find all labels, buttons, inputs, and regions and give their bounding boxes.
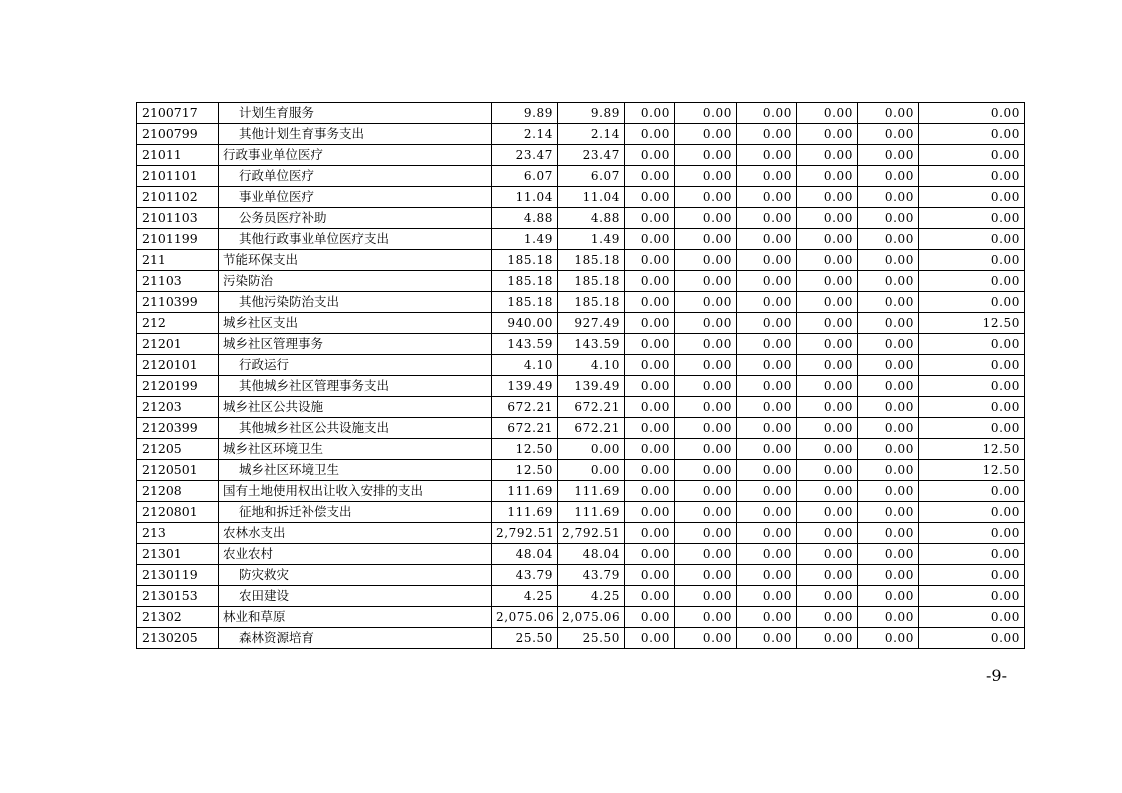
- amount-cell: 0.00: [675, 460, 737, 481]
- subject-code-cell: 2120199: [137, 376, 219, 397]
- amount-cell: 0.00: [675, 481, 737, 502]
- amount-cell: 4.25: [558, 586, 625, 607]
- table-row: [137, 166, 1025, 187]
- amount-cell: 0.00: [797, 208, 858, 229]
- amount-cell: 11.04: [558, 187, 625, 208]
- subject-name-cell: 其他城乡社区管理事务支出: [219, 376, 492, 397]
- subject-code-cell: 2101103: [137, 208, 219, 229]
- amount-cell: 0.00: [797, 418, 858, 439]
- amount-cell: 0.00: [625, 166, 675, 187]
- amount-cell: 0.00: [625, 481, 675, 502]
- amount-cell: 0.00: [858, 355, 919, 376]
- amount-cell: 0.00: [919, 166, 1025, 187]
- amount-cell: 0.00: [737, 229, 797, 250]
- amount-cell: 4.88: [492, 208, 558, 229]
- amount-cell: 0.00: [737, 565, 797, 586]
- subject-code-cell: 2130205: [137, 628, 219, 649]
- table-row: [137, 376, 1025, 397]
- amount-cell: 0.00: [737, 544, 797, 565]
- subject-name-cell: 其他行政事业单位医疗支出: [219, 229, 492, 250]
- amount-cell: 0.00: [625, 523, 675, 544]
- amount-cell: 4.10: [558, 355, 625, 376]
- amount-cell: 0.00: [858, 208, 919, 229]
- subject-code-cell: 2120801: [137, 502, 219, 523]
- amount-cell: 0.00: [625, 418, 675, 439]
- amount-cell: 0.00: [675, 145, 737, 166]
- amount-cell: 672.21: [558, 418, 625, 439]
- amount-cell: 0.00: [737, 292, 797, 313]
- amount-cell: 0.00: [797, 292, 858, 313]
- subject-name-cell: 其他城乡社区公共设施支出: [219, 418, 492, 439]
- amount-cell: 0.00: [675, 208, 737, 229]
- amount-cell: 0.00: [858, 586, 919, 607]
- amount-cell: 0.00: [625, 103, 675, 124]
- amount-cell: 0.00: [625, 271, 675, 292]
- amount-cell: 12.50: [492, 439, 558, 460]
- amount-cell: 0.00: [919, 124, 1025, 145]
- amount-cell: 0.00: [858, 124, 919, 145]
- amount-cell: 0.00: [919, 523, 1025, 544]
- amount-cell: 0.00: [919, 271, 1025, 292]
- subject-code-cell: 21208: [137, 481, 219, 502]
- amount-cell: 0.00: [737, 376, 797, 397]
- amount-cell: 0.00: [858, 460, 919, 481]
- amount-cell: 0.00: [625, 439, 675, 460]
- table-row: [137, 418, 1025, 439]
- amount-cell: 2,792.51: [492, 523, 558, 544]
- table-row: [137, 544, 1025, 565]
- amount-cell: 0.00: [625, 607, 675, 628]
- subject-code-cell: 21103: [137, 271, 219, 292]
- table-body: [137, 103, 1025, 649]
- amount-cell: 0.00: [737, 523, 797, 544]
- amount-cell: 0.00: [858, 481, 919, 502]
- subject-name-cell: 城乡社区环境卫生: [219, 439, 492, 460]
- amount-cell: 12.50: [919, 313, 1025, 334]
- amount-cell: 0.00: [737, 166, 797, 187]
- table-row: [137, 208, 1025, 229]
- amount-cell: 139.49: [558, 376, 625, 397]
- amount-cell: 0.00: [737, 607, 797, 628]
- amount-cell: 0.00: [675, 187, 737, 208]
- subject-name-cell: 国有土地使用权出让收入安排的支出: [219, 481, 492, 502]
- amount-cell: 672.21: [558, 397, 625, 418]
- amount-cell: 0.00: [625, 292, 675, 313]
- page-number: -9-: [986, 666, 1007, 685]
- amount-cell: 139.49: [492, 376, 558, 397]
- amount-cell: 0.00: [858, 166, 919, 187]
- subject-code-cell: 2130119: [137, 565, 219, 586]
- amount-cell: 0.00: [919, 355, 1025, 376]
- amount-cell: 0.00: [797, 376, 858, 397]
- subject-code-cell: 2101199: [137, 229, 219, 250]
- amount-cell: 0.00: [919, 397, 1025, 418]
- amount-cell: 0.00: [675, 565, 737, 586]
- amount-cell: 0.00: [737, 334, 797, 355]
- table-row: [137, 607, 1025, 628]
- amount-cell: 0.00: [919, 565, 1025, 586]
- amount-cell: 0.00: [558, 460, 625, 481]
- subject-name-cell: 其他污染防治支出: [219, 292, 492, 313]
- subject-code-cell: 2100799: [137, 124, 219, 145]
- amount-cell: 0.00: [858, 523, 919, 544]
- subject-name-cell: 城乡社区支出: [219, 313, 492, 334]
- amount-cell: 0.00: [797, 544, 858, 565]
- amount-cell: 0.00: [797, 565, 858, 586]
- table-row: [137, 271, 1025, 292]
- amount-cell: 185.18: [558, 271, 625, 292]
- amount-cell: 6.07: [492, 166, 558, 187]
- subject-code-cell: 21205: [137, 439, 219, 460]
- amount-cell: 0.00: [797, 628, 858, 649]
- amount-cell: 0.00: [737, 145, 797, 166]
- amount-cell: 0.00: [737, 187, 797, 208]
- subject-code-cell: 21201: [137, 334, 219, 355]
- amount-cell: 0.00: [797, 334, 858, 355]
- amount-cell: 0.00: [625, 544, 675, 565]
- amount-cell: 0.00: [737, 124, 797, 145]
- subject-code-cell: 212: [137, 313, 219, 334]
- amount-cell: 0.00: [858, 502, 919, 523]
- amount-cell: 0.00: [858, 439, 919, 460]
- amount-cell: 0.00: [797, 271, 858, 292]
- amount-cell: 0.00: [625, 229, 675, 250]
- amount-cell: 0.00: [675, 103, 737, 124]
- amount-cell: 0.00: [675, 628, 737, 649]
- amount-cell: 0.00: [675, 586, 737, 607]
- subject-name-cell: 林业和草原: [219, 607, 492, 628]
- amount-cell: 9.89: [558, 103, 625, 124]
- amount-cell: 0.00: [737, 460, 797, 481]
- subject-name-cell: 事业单位医疗: [219, 187, 492, 208]
- amount-cell: 0.00: [737, 313, 797, 334]
- amount-cell: 0.00: [919, 502, 1025, 523]
- table-row: [137, 586, 1025, 607]
- amount-cell: 0.00: [919, 607, 1025, 628]
- amount-cell: 0.00: [625, 313, 675, 334]
- table-row: [137, 292, 1025, 313]
- amount-cell: 0.00: [797, 523, 858, 544]
- amount-cell: 0.00: [858, 334, 919, 355]
- table-row: [137, 145, 1025, 166]
- amount-cell: 0.00: [737, 586, 797, 607]
- subject-name-cell: 城乡社区环境卫生: [219, 460, 492, 481]
- subject-code-cell: 21203: [137, 397, 219, 418]
- amount-cell: 111.69: [558, 481, 625, 502]
- amount-cell: 1.49: [558, 229, 625, 250]
- table-row: [137, 187, 1025, 208]
- amount-cell: 0.00: [797, 481, 858, 502]
- subject-name-cell: 污染防治: [219, 271, 492, 292]
- amount-cell: 0.00: [625, 565, 675, 586]
- subject-code-cell: 2120501: [137, 460, 219, 481]
- subject-name-cell: 行政单位医疗: [219, 166, 492, 187]
- amount-cell: 0.00: [797, 229, 858, 250]
- subject-name-cell: 行政运行: [219, 355, 492, 376]
- amount-cell: 111.69: [492, 502, 558, 523]
- amount-cell: 0.00: [919, 145, 1025, 166]
- amount-cell: 927.49: [558, 313, 625, 334]
- subject-name-cell: 农业农村: [219, 544, 492, 565]
- subject-code-cell: 21302: [137, 607, 219, 628]
- amount-cell: 43.79: [492, 565, 558, 586]
- amount-cell: 0.00: [737, 103, 797, 124]
- amount-cell: 23.47: [492, 145, 558, 166]
- table-row: [137, 355, 1025, 376]
- amount-cell: 0.00: [625, 355, 675, 376]
- amount-cell: 0.00: [625, 376, 675, 397]
- amount-cell: 2.14: [558, 124, 625, 145]
- amount-cell: 2,792.51: [558, 523, 625, 544]
- amount-cell: 0.00: [737, 418, 797, 439]
- amount-cell: 0.00: [675, 376, 737, 397]
- amount-cell: 0.00: [737, 397, 797, 418]
- table-row: [137, 313, 1025, 334]
- subject-name-cell: 农田建设: [219, 586, 492, 607]
- amount-cell: 185.18: [492, 250, 558, 271]
- amount-cell: 0.00: [675, 397, 737, 418]
- amount-cell: 0.00: [919, 481, 1025, 502]
- table-row: [137, 565, 1025, 586]
- amount-cell: 0.00: [675, 124, 737, 145]
- amount-cell: 0.00: [625, 187, 675, 208]
- subject-code-cell: 2101102: [137, 187, 219, 208]
- amount-cell: 672.21: [492, 418, 558, 439]
- subject-name-cell: 森林资源培育: [219, 628, 492, 649]
- table-row: [137, 124, 1025, 145]
- amount-cell: 0.00: [797, 187, 858, 208]
- amount-cell: 0.00: [919, 586, 1025, 607]
- amount-cell: 0.00: [858, 565, 919, 586]
- amount-cell: 12.50: [919, 439, 1025, 460]
- table-row: [137, 481, 1025, 502]
- table-row: [137, 229, 1025, 250]
- amount-cell: 0.00: [858, 229, 919, 250]
- amount-cell: 0.00: [797, 166, 858, 187]
- amount-cell: 43.79: [558, 565, 625, 586]
- subject-code-cell: 213: [137, 523, 219, 544]
- amount-cell: 0.00: [625, 397, 675, 418]
- subject-code-cell: 2110399: [137, 292, 219, 313]
- subject-code-cell: 2120101: [137, 355, 219, 376]
- subject-name-cell: 行政事业单位医疗: [219, 145, 492, 166]
- amount-cell: 0.00: [858, 397, 919, 418]
- amount-cell: 0.00: [737, 355, 797, 376]
- subject-name-cell: 其他计划生育事务支出: [219, 124, 492, 145]
- amount-cell: 0.00: [797, 397, 858, 418]
- amount-cell: 0.00: [797, 145, 858, 166]
- amount-cell: 48.04: [492, 544, 558, 565]
- amount-cell: 0.00: [858, 271, 919, 292]
- amount-cell: 143.59: [558, 334, 625, 355]
- amount-cell: 4.88: [558, 208, 625, 229]
- table-row: [137, 502, 1025, 523]
- amount-cell: 0.00: [858, 313, 919, 334]
- amount-cell: 0.00: [675, 250, 737, 271]
- amount-cell: 9.89: [492, 103, 558, 124]
- subject-name-cell: 城乡社区管理事务: [219, 334, 492, 355]
- amount-cell: 0.00: [858, 607, 919, 628]
- amount-cell: 0.00: [858, 544, 919, 565]
- subject-code-cell: 2100717: [137, 103, 219, 124]
- amount-cell: 0.00: [858, 292, 919, 313]
- amount-cell: 0.00: [737, 271, 797, 292]
- subject-name-cell: 公务员医疗补助: [219, 208, 492, 229]
- table-row: [137, 334, 1025, 355]
- amount-cell: 0.00: [737, 208, 797, 229]
- table-row: [137, 439, 1025, 460]
- subject-name-cell: 城乡社区公共设施: [219, 397, 492, 418]
- amount-cell: 0.00: [625, 124, 675, 145]
- amount-cell: 0.00: [797, 439, 858, 460]
- amount-cell: 0.00: [919, 334, 1025, 355]
- amount-cell: 0.00: [625, 628, 675, 649]
- amount-cell: 23.47: [558, 145, 625, 166]
- amount-cell: 11.04: [492, 187, 558, 208]
- table-row: [137, 397, 1025, 418]
- amount-cell: 0.00: [858, 103, 919, 124]
- subject-code-cell: 211: [137, 250, 219, 271]
- amount-cell: 0.00: [919, 628, 1025, 649]
- amount-cell: 0.00: [858, 250, 919, 271]
- amount-cell: 0.00: [858, 376, 919, 397]
- amount-cell: 0.00: [625, 208, 675, 229]
- amount-cell: 12.50: [919, 460, 1025, 481]
- amount-cell: 0.00: [675, 418, 737, 439]
- amount-cell: 0.00: [675, 229, 737, 250]
- amount-cell: 4.10: [492, 355, 558, 376]
- amount-cell: 185.18: [492, 271, 558, 292]
- amount-cell: 0.00: [558, 439, 625, 460]
- table-row: [137, 103, 1025, 124]
- amount-cell: 0.00: [797, 355, 858, 376]
- amount-cell: 0.00: [737, 439, 797, 460]
- amount-cell: 1.49: [492, 229, 558, 250]
- amount-cell: 2.14: [492, 124, 558, 145]
- amount-cell: 0.00: [675, 313, 737, 334]
- table-row: [137, 523, 1025, 544]
- amount-cell: 0.00: [625, 502, 675, 523]
- amount-cell: 0.00: [797, 502, 858, 523]
- amount-cell: 0.00: [797, 586, 858, 607]
- amount-cell: 0.00: [919, 250, 1025, 271]
- amount-cell: 0.00: [858, 628, 919, 649]
- amount-cell: 0.00: [675, 334, 737, 355]
- amount-cell: 185.18: [558, 250, 625, 271]
- subject-name-cell: 农林水支出: [219, 523, 492, 544]
- amount-cell: 0.00: [625, 460, 675, 481]
- budget-table: [136, 102, 1025, 649]
- amount-cell: 0.00: [797, 250, 858, 271]
- amount-cell: 0.00: [858, 418, 919, 439]
- amount-cell: 0.00: [625, 334, 675, 355]
- subject-code-cell: 21301: [137, 544, 219, 565]
- table-row: [137, 250, 1025, 271]
- amount-cell: 0.00: [675, 502, 737, 523]
- amount-cell: 111.69: [558, 502, 625, 523]
- amount-cell: 185.18: [492, 292, 558, 313]
- amount-cell: 0.00: [797, 313, 858, 334]
- amount-cell: 0.00: [737, 502, 797, 523]
- subject-code-cell: 2120399: [137, 418, 219, 439]
- amount-cell: 0.00: [797, 607, 858, 628]
- amount-cell: 0.00: [919, 544, 1025, 565]
- amount-cell: 48.04: [558, 544, 625, 565]
- amount-cell: 0.00: [675, 607, 737, 628]
- amount-cell: 0.00: [675, 292, 737, 313]
- amount-cell: 0.00: [858, 145, 919, 166]
- amount-cell: 0.00: [919, 229, 1025, 250]
- subject-name-cell: 征地和拆迁补偿支出: [219, 502, 492, 523]
- subject-name-cell: 计划生育服务: [219, 103, 492, 124]
- amount-cell: 672.21: [492, 397, 558, 418]
- amount-cell: 0.00: [737, 628, 797, 649]
- amount-cell: 0.00: [919, 292, 1025, 313]
- amount-cell: 0.00: [737, 250, 797, 271]
- amount-cell: 0.00: [919, 187, 1025, 208]
- amount-cell: 25.50: [492, 628, 558, 649]
- amount-cell: 185.18: [558, 292, 625, 313]
- subject-name-cell: 节能环保支出: [219, 250, 492, 271]
- amount-cell: 2,075.06: [558, 607, 625, 628]
- amount-cell: 4.25: [492, 586, 558, 607]
- subject-code-cell: 21011: [137, 145, 219, 166]
- amount-cell: 143.59: [492, 334, 558, 355]
- amount-cell: 0.00: [919, 103, 1025, 124]
- amount-cell: 0.00: [625, 250, 675, 271]
- subject-code-cell: 2101101: [137, 166, 219, 187]
- amount-cell: 0.00: [675, 166, 737, 187]
- amount-cell: 0.00: [797, 124, 858, 145]
- amount-cell: 0.00: [919, 208, 1025, 229]
- amount-cell: 6.07: [558, 166, 625, 187]
- amount-cell: 0.00: [797, 460, 858, 481]
- subject-code-cell: 2130153: [137, 586, 219, 607]
- amount-cell: 111.69: [492, 481, 558, 502]
- amount-cell: 0.00: [919, 418, 1025, 439]
- amount-cell: 2,075.06: [492, 607, 558, 628]
- table-row: [137, 460, 1025, 481]
- table-row: [137, 628, 1025, 649]
- amount-cell: 0.00: [675, 355, 737, 376]
- amount-cell: 0.00: [675, 544, 737, 565]
- amount-cell: 0.00: [919, 376, 1025, 397]
- amount-cell: 25.50: [558, 628, 625, 649]
- amount-cell: 940.00: [492, 313, 558, 334]
- amount-cell: 12.50: [492, 460, 558, 481]
- amount-cell: 0.00: [797, 103, 858, 124]
- amount-cell: 0.00: [675, 523, 737, 544]
- amount-cell: 0.00: [858, 187, 919, 208]
- subject-name-cell: 防灾救灾: [219, 565, 492, 586]
- amount-cell: 0.00: [625, 145, 675, 166]
- amount-cell: 0.00: [675, 271, 737, 292]
- amount-cell: 0.00: [675, 439, 737, 460]
- amount-cell: 0.00: [625, 586, 675, 607]
- amount-cell: 0.00: [737, 481, 797, 502]
